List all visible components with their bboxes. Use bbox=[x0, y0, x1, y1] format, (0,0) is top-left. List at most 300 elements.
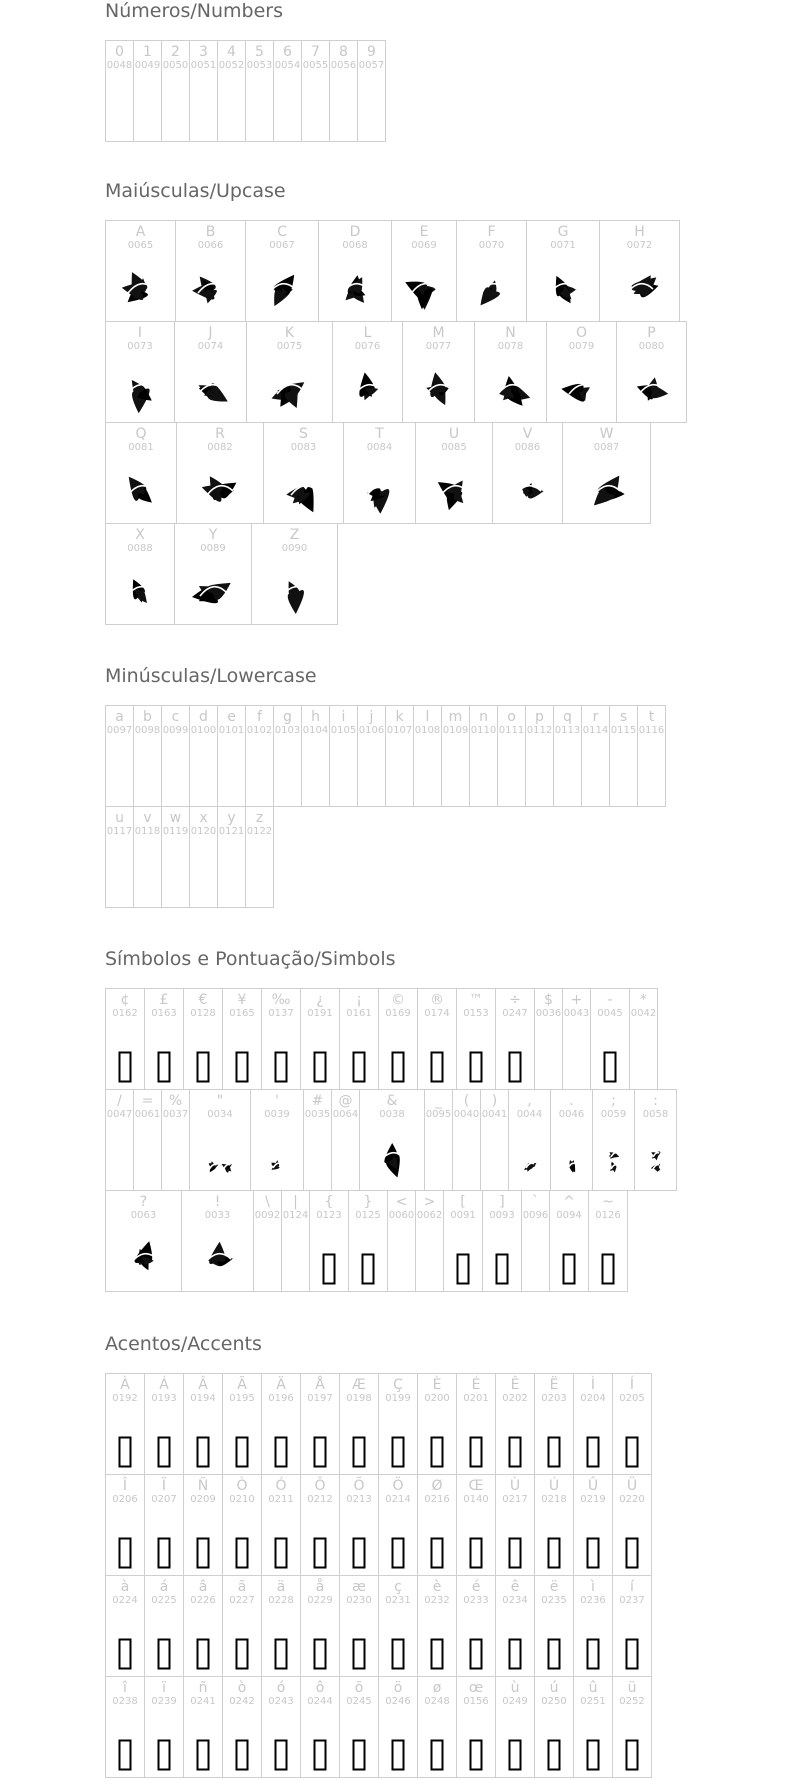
glyph-code-label: 0205 bbox=[619, 1393, 645, 1404]
glyph-code-label: 0118 bbox=[134, 826, 161, 837]
glyph-cell bbox=[332, 321, 403, 423]
glyph-code-label: 0252 bbox=[619, 1696, 645, 1707]
glyph-char-label: 6 bbox=[283, 44, 292, 60]
glyph-code-label: 0115 bbox=[610, 725, 637, 736]
glyph-cell bbox=[573, 1474, 613, 1576]
glyph-cell bbox=[261, 1474, 301, 1576]
glyph-cell bbox=[300, 1575, 340, 1677]
missing-glyph-box bbox=[457, 1027, 495, 1083]
glyph-char-label: ® bbox=[430, 992, 444, 1008]
glyph-code-label: 0060 bbox=[388, 1210, 415, 1221]
glyph-cell bbox=[331, 1089, 360, 1191]
glyph-cell bbox=[534, 988, 563, 1090]
glyph-cell bbox=[189, 1089, 251, 1191]
missing-glyph-box bbox=[184, 1715, 222, 1771]
glyph-cell bbox=[183, 1373, 223, 1475]
glyph-code-label: 0072 bbox=[626, 240, 653, 251]
glyph-code-label: 0111 bbox=[498, 725, 525, 736]
glyph-char-label: ¢ bbox=[120, 992, 130, 1008]
glyph-cell bbox=[222, 1575, 262, 1677]
glyph-code-label: 0039 bbox=[264, 1109, 290, 1120]
glyph-code-label: 0161 bbox=[346, 1008, 372, 1019]
glyph-cell bbox=[609, 705, 638, 807]
glyph-code-label: 0203 bbox=[541, 1393, 567, 1404]
glyph-code-label: 0219 bbox=[580, 1494, 606, 1505]
glyph-cell bbox=[378, 988, 418, 1090]
glyph-preview bbox=[106, 259, 175, 315]
glyph-cell bbox=[612, 1676, 652, 1778]
missing-glyph-box bbox=[418, 1614, 456, 1670]
glyph-char-label: G bbox=[557, 224, 569, 240]
glyph-code-label: 0049 bbox=[134, 60, 161, 71]
missing-glyph-box bbox=[496, 1614, 534, 1670]
missing-glyph-box bbox=[301, 1614, 339, 1670]
glyph-code-label: 0114 bbox=[582, 725, 609, 736]
glyph-cell bbox=[474, 321, 547, 423]
glyph-code-label: 0098 bbox=[134, 725, 161, 736]
glyph-code-label: 0241 bbox=[190, 1696, 216, 1707]
glyph-cell bbox=[261, 1575, 301, 1677]
glyph-code-label: 0124 bbox=[282, 1210, 309, 1221]
glyph-code-label: 0224 bbox=[112, 1595, 138, 1606]
missing-glyph-box bbox=[262, 1614, 300, 1670]
glyph-cell bbox=[612, 1373, 652, 1475]
missing-glyph-box bbox=[379, 1614, 417, 1670]
glyph-cell bbox=[189, 40, 218, 142]
glyph-char-label: Õ bbox=[353, 1478, 365, 1494]
missing-glyph-box bbox=[496, 1715, 534, 1771]
glyph-char-label: F bbox=[487, 224, 496, 240]
glyph-char-label: { bbox=[324, 1194, 334, 1210]
missing-glyph-box bbox=[379, 1715, 417, 1771]
glyph-char-label: t bbox=[648, 709, 655, 725]
glyph-cell bbox=[359, 1089, 425, 1191]
glyph-code-label: 0220 bbox=[619, 1494, 645, 1505]
glyph-cell bbox=[616, 321, 687, 423]
glyph-cell bbox=[133, 1089, 162, 1191]
missing-glyph-box bbox=[184, 1614, 222, 1670]
glyph-char-label: W bbox=[599, 426, 614, 442]
glyph-char-label: 3 bbox=[199, 44, 208, 60]
glyph-char-label: d bbox=[199, 709, 208, 725]
glyph-char-label: x bbox=[199, 810, 208, 826]
glyph-char-label: S bbox=[299, 426, 308, 442]
glyph-code-label: 0162 bbox=[112, 1008, 138, 1019]
glyph-char-label: ô bbox=[315, 1680, 325, 1696]
glyph-code-label: 0244 bbox=[307, 1696, 333, 1707]
missing-glyph-box bbox=[223, 1715, 261, 1771]
glyph-row bbox=[105, 1373, 651, 1474]
glyph-code-label: 0230 bbox=[346, 1595, 372, 1606]
glyph-char-label: U bbox=[448, 426, 460, 442]
glyph-code-label: 0218 bbox=[541, 1494, 567, 1505]
glyph-code-label: 0094 bbox=[556, 1210, 582, 1221]
glyph-cell bbox=[553, 705, 582, 807]
glyph-code-label: 0045 bbox=[597, 1008, 623, 1019]
glyph-cell bbox=[417, 988, 457, 1090]
glyph-char-label: ) bbox=[491, 1093, 498, 1109]
missing-glyph-box bbox=[613, 1715, 651, 1771]
glyph-cell bbox=[550, 1089, 593, 1191]
glyph-char-label: ` bbox=[532, 1194, 539, 1210]
glyph-cell bbox=[161, 1089, 190, 1191]
glyph-code-label: 0041 bbox=[481, 1109, 508, 1120]
glyph-preview bbox=[190, 1144, 250, 1174]
glyph-char-label: å bbox=[315, 1579, 325, 1595]
glyph-char-label: ñ bbox=[198, 1680, 208, 1696]
glyph-code-label: 0217 bbox=[502, 1494, 528, 1505]
glyph-cell bbox=[343, 422, 416, 524]
glyph-cell bbox=[562, 422, 651, 524]
missing-glyph-box bbox=[262, 1513, 300, 1569]
missing-glyph-box bbox=[223, 1027, 261, 1083]
glyph-code-label: 0227 bbox=[229, 1595, 255, 1606]
glyph-cell bbox=[217, 705, 246, 807]
glyph-code-label: 0092 bbox=[254, 1210, 281, 1221]
glyph-code-label: 0083 bbox=[290, 442, 317, 453]
glyph-cell bbox=[339, 988, 379, 1090]
glyph-char-label: ú bbox=[549, 1680, 559, 1696]
glyph-char-label: Ë bbox=[549, 1377, 559, 1393]
glyph-cell bbox=[495, 1373, 535, 1475]
glyph-code-label: 0068 bbox=[342, 240, 368, 251]
glyph-char-label: ç bbox=[394, 1579, 402, 1595]
section-symbols bbox=[105, 948, 676, 1291]
glyph-preview bbox=[247, 360, 332, 416]
glyph-code-label: 0079 bbox=[568, 341, 595, 352]
glyph-code-label: 0229 bbox=[307, 1595, 333, 1606]
glyph-row bbox=[105, 806, 665, 907]
glyph-preview bbox=[175, 562, 251, 618]
glyph-code-label: 0242 bbox=[229, 1696, 255, 1707]
glyph-char-label: 0 bbox=[115, 44, 124, 60]
glyph-cell bbox=[424, 1089, 453, 1191]
glyph-char-label: í bbox=[630, 1579, 634, 1595]
missing-glyph-box bbox=[589, 1229, 627, 1285]
glyph-char-label: c bbox=[171, 709, 180, 725]
glyph-code-label: 0037 bbox=[162, 1109, 189, 1120]
glyph-cell bbox=[497, 705, 526, 807]
glyph-char-label: R bbox=[215, 426, 225, 442]
glyph-cell bbox=[105, 321, 175, 423]
glyph-cell bbox=[105, 1190, 182, 1292]
glyph-cell bbox=[508, 1089, 551, 1191]
glyph-char-label: z bbox=[255, 810, 264, 826]
missing-glyph-box bbox=[457, 1715, 495, 1771]
glyph-code-label: 0140 bbox=[463, 1494, 489, 1505]
missing-glyph-box bbox=[379, 1513, 417, 1569]
glyph-code-label: 0087 bbox=[593, 442, 620, 453]
section-title: Minúsculas/Lowercase bbox=[105, 665, 317, 687]
glyph-char-label: " bbox=[216, 1093, 224, 1109]
glyph-cell bbox=[637, 705, 666, 807]
glyph-cell bbox=[250, 1089, 304, 1191]
glyph-cell bbox=[301, 40, 330, 142]
glyph-cell bbox=[573, 1575, 613, 1677]
glyph-preview bbox=[475, 360, 546, 416]
glyph-char-label: ó bbox=[276, 1680, 286, 1696]
glyph-cell bbox=[329, 40, 358, 142]
glyph-char-label: Ì bbox=[590, 1377, 596, 1393]
glyph-char-label: o bbox=[507, 709, 516, 725]
missing-glyph-box bbox=[106, 1614, 144, 1670]
missing-glyph-box bbox=[145, 1614, 183, 1670]
glyph-cell bbox=[378, 1373, 418, 1475]
glyph-cell bbox=[612, 1474, 652, 1576]
glyph-cell bbox=[174, 523, 252, 625]
section-title: Símbolos e Pontuação/Simbols bbox=[105, 948, 396, 970]
glyph-row bbox=[105, 321, 686, 422]
glyph-char-label: Y bbox=[208, 527, 218, 543]
glyph-preview bbox=[264, 461, 343, 517]
glyph-code-label: 0104 bbox=[302, 725, 329, 736]
glyph-char-label: à bbox=[120, 1579, 130, 1595]
glyph-char-label: Ï bbox=[161, 1478, 167, 1494]
glyph-cell bbox=[329, 705, 358, 807]
glyph-code-label: 0038 bbox=[379, 1109, 405, 1120]
glyph-preview bbox=[106, 1229, 181, 1285]
glyph-char-label: j bbox=[369, 709, 374, 725]
glyph-code-label: 0044 bbox=[516, 1109, 543, 1120]
glyph-char-label: ™ bbox=[469, 992, 483, 1008]
glyph-code-label: 0066 bbox=[197, 240, 224, 251]
glyph-char-label: H bbox=[634, 224, 645, 240]
glyph-cell bbox=[161, 806, 190, 908]
glyph-cell bbox=[222, 1373, 262, 1475]
glyph-grid bbox=[105, 705, 665, 907]
glyph-code-label: 0096 bbox=[522, 1210, 549, 1221]
glyph-char-label: u bbox=[115, 810, 124, 826]
glyph-char-label: õ bbox=[354, 1680, 364, 1696]
glyph-code-label: 0056 bbox=[330, 60, 357, 71]
glyph-char-label: Ó bbox=[275, 1478, 287, 1494]
glyph-code-label: 0102 bbox=[246, 725, 273, 736]
glyph-cell bbox=[417, 1373, 457, 1475]
glyph-code-label: 0042 bbox=[630, 1008, 657, 1019]
glyph-char-label: È bbox=[432, 1377, 442, 1393]
glyph-code-label: 0093 bbox=[489, 1210, 515, 1221]
glyph-cell bbox=[415, 1190, 444, 1292]
glyph-cell bbox=[456, 1575, 496, 1677]
glyph-code-label: 0211 bbox=[268, 1494, 294, 1505]
section-title: Números/Numbers bbox=[105, 0, 283, 22]
glyph-char-label: ë bbox=[549, 1579, 559, 1595]
glyph-cell bbox=[378, 1676, 418, 1778]
glyph-char-label: 2 bbox=[171, 44, 180, 60]
glyph-char-label: Ü bbox=[626, 1478, 638, 1494]
glyph-preview bbox=[416, 461, 492, 517]
glyph-code-label: 0234 bbox=[502, 1595, 528, 1606]
glyph-char-label: e bbox=[227, 709, 236, 725]
missing-glyph-box bbox=[340, 1715, 378, 1771]
missing-glyph-box bbox=[535, 1715, 573, 1771]
glyph-char-label: Í bbox=[629, 1377, 635, 1393]
glyph-code-label: 0043 bbox=[563, 1008, 590, 1019]
glyph-code-label: 0099 bbox=[162, 725, 189, 736]
glyph-cell bbox=[183, 1676, 223, 1778]
glyph-cell bbox=[452, 1089, 481, 1191]
glyph-cell bbox=[273, 705, 302, 807]
glyph-char-label: ( bbox=[463, 1093, 470, 1109]
glyph-code-label: 0214 bbox=[385, 1494, 411, 1505]
glyph-char-label: w bbox=[169, 810, 182, 826]
glyph-char-label: ò bbox=[237, 1680, 247, 1696]
glyph-code-label: 0052 bbox=[218, 60, 245, 71]
glyph-grid bbox=[105, 220, 686, 624]
glyph-char-label: Q bbox=[135, 426, 147, 442]
glyph-cell bbox=[105, 988, 145, 1090]
glyph-cell bbox=[217, 806, 246, 908]
glyph-char-label: á bbox=[159, 1579, 169, 1595]
glyph-preview bbox=[593, 1144, 634, 1178]
glyph-char-label: û bbox=[588, 1680, 598, 1696]
glyph-cell bbox=[222, 1474, 262, 1576]
glyph-char-label: â bbox=[198, 1579, 208, 1595]
glyph-cell bbox=[281, 1190, 310, 1292]
missing-glyph-box bbox=[301, 1513, 339, 1569]
glyph-code-label: 0209 bbox=[190, 1494, 216, 1505]
glyph-cell bbox=[495, 1474, 535, 1576]
glyph-char-label: ï bbox=[162, 1680, 166, 1696]
missing-glyph-box bbox=[574, 1715, 612, 1771]
glyph-char-label: K bbox=[284, 325, 295, 341]
missing-glyph-box bbox=[184, 1027, 222, 1083]
glyph-cell bbox=[534, 1373, 574, 1475]
glyph-cell bbox=[245, 705, 274, 807]
glyph-char-label: î bbox=[123, 1680, 127, 1696]
glyph-char-label: \ bbox=[265, 1194, 270, 1210]
glyph-code-label: 0112 bbox=[526, 725, 553, 736]
missing-glyph-box bbox=[262, 1027, 300, 1083]
glyph-code-label: 0243 bbox=[268, 1696, 294, 1707]
glyph-cell bbox=[634, 1089, 677, 1191]
glyph-cell bbox=[525, 705, 554, 807]
glyph-char-label: % bbox=[168, 1093, 183, 1109]
glyph-char-label: L bbox=[363, 325, 372, 341]
glyph-cell bbox=[105, 1474, 145, 1576]
missing-glyph-box bbox=[574, 1412, 612, 1468]
glyph-char-label: ~ bbox=[602, 1194, 614, 1210]
glyph-cell bbox=[357, 705, 386, 807]
glyph-cell bbox=[480, 1089, 509, 1191]
glyph-char-label: } bbox=[363, 1194, 373, 1210]
glyph-cell bbox=[495, 1575, 535, 1677]
glyph-cell bbox=[443, 1190, 483, 1292]
glyph-cell bbox=[357, 40, 386, 142]
glyph-preview bbox=[176, 259, 245, 315]
missing-glyph-box bbox=[613, 1614, 651, 1670]
glyph-cell bbox=[105, 806, 134, 908]
glyph-preview bbox=[319, 259, 391, 315]
glyph-code-label: 0233 bbox=[463, 1595, 489, 1606]
glyph-cell bbox=[549, 1190, 589, 1292]
glyph-preview bbox=[106, 461, 176, 517]
glyph-cell bbox=[562, 988, 591, 1090]
glyph-preview bbox=[457, 259, 526, 315]
glyph-code-label: 0055 bbox=[302, 60, 329, 71]
glyph-cell bbox=[246, 321, 333, 423]
glyph-cell bbox=[105, 220, 176, 322]
glyph-cell bbox=[133, 40, 162, 142]
glyph-code-label: 0109 bbox=[442, 725, 469, 736]
glyph-code-label: 0050 bbox=[162, 60, 189, 71]
glyph-preview bbox=[493, 461, 562, 517]
glyph-char-label: Ø bbox=[431, 1478, 443, 1494]
glyph-cell bbox=[261, 1373, 301, 1475]
glyph-preview bbox=[360, 1128, 424, 1184]
glyph-char-label: Ä bbox=[276, 1377, 286, 1393]
glyph-char-label: a bbox=[115, 709, 124, 725]
glyph-char-label: M bbox=[432, 325, 445, 341]
glyph-cell bbox=[456, 1373, 496, 1475]
missing-glyph-box bbox=[106, 1027, 144, 1083]
glyph-code-label: 0067 bbox=[269, 240, 295, 251]
glyph-code-label: 0251 bbox=[580, 1696, 606, 1707]
glyph-code-label: 0250 bbox=[541, 1696, 567, 1707]
missing-glyph-box bbox=[145, 1513, 183, 1569]
glyph-code-label: 0089 bbox=[200, 543, 226, 554]
glyph-code-label: 0090 bbox=[281, 543, 308, 554]
glyph-char-label: Ç bbox=[393, 1377, 403, 1393]
glyph-code-label: 0117 bbox=[106, 826, 133, 837]
missing-glyph-box bbox=[301, 1412, 339, 1468]
glyph-code-label: 0212 bbox=[307, 1494, 333, 1505]
glyph-cell bbox=[387, 1190, 416, 1292]
glyph-code-label: 0199 bbox=[385, 1393, 411, 1404]
glyph-code-label: 0246 bbox=[385, 1696, 411, 1707]
glyph-code-label: 0078 bbox=[497, 341, 524, 352]
missing-glyph-box bbox=[349, 1229, 387, 1285]
glyph-row bbox=[105, 705, 665, 806]
missing-glyph-box bbox=[379, 1412, 417, 1468]
glyph-cell bbox=[176, 422, 264, 524]
glyph-char-label: p bbox=[535, 709, 544, 725]
glyph-preview bbox=[182, 1229, 253, 1285]
glyph-char-label: 8 bbox=[339, 44, 348, 60]
glyph-cell bbox=[417, 1575, 457, 1677]
glyph-cell bbox=[573, 1676, 613, 1778]
missing-glyph-box bbox=[444, 1229, 482, 1285]
glyph-cell bbox=[183, 1474, 223, 1576]
missing-glyph-box bbox=[535, 1513, 573, 1569]
glyph-char-label: Å bbox=[315, 1377, 325, 1393]
glyph-char-label: Æ bbox=[352, 1377, 366, 1393]
glyph-preview bbox=[600, 259, 679, 315]
glyph-code-label: 0113 bbox=[554, 725, 581, 736]
glyph-cell bbox=[415, 422, 493, 524]
missing-glyph-box bbox=[106, 1412, 144, 1468]
glyph-code-label: 0062 bbox=[416, 1210, 443, 1221]
glyph-preview bbox=[175, 360, 246, 416]
glyph-code-label: 0085 bbox=[441, 442, 467, 453]
glyph-cell bbox=[261, 1676, 301, 1778]
glyph-code-label: 0105 bbox=[330, 725, 357, 736]
glyph-char-label: D bbox=[349, 224, 361, 240]
glyph-char-label: m bbox=[448, 709, 463, 725]
section-lowercase bbox=[105, 665, 665, 907]
glyph-cell bbox=[161, 705, 190, 807]
glyph-cell bbox=[161, 40, 190, 142]
missing-glyph-box bbox=[535, 1412, 573, 1468]
missing-glyph-box bbox=[457, 1412, 495, 1468]
glyph-char-label: > bbox=[423, 1194, 436, 1210]
glyph-code-label: 0201 bbox=[463, 1393, 489, 1404]
missing-glyph-box bbox=[591, 1027, 629, 1083]
missing-glyph-box bbox=[418, 1715, 456, 1771]
glyph-cell bbox=[222, 988, 262, 1090]
glyph-code-label: 0034 bbox=[207, 1109, 233, 1120]
glyph-cell bbox=[417, 1676, 457, 1778]
